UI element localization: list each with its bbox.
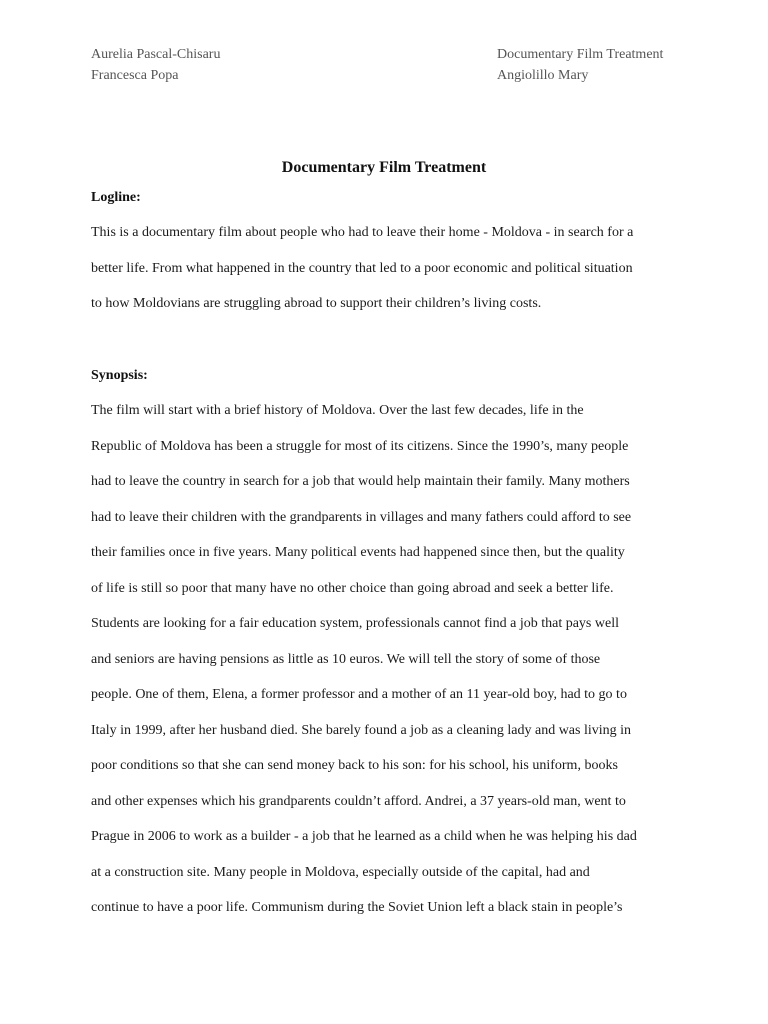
synopsis-line: poor conditions so that she can send money back to his son: for his school, his uniform, books (91, 758, 618, 773)
logline-paragraph (91, 223, 633, 330)
header-author-2: Francesca Popa (91, 68, 179, 83)
synopsis-line: had to leave the country in search for a job that would help maintain their family. Many mothers (91, 474, 630, 489)
synopsis-line: at a construction site. Many people in Moldova, especially outside of the capital, had and (91, 864, 590, 880)
synopsis-line: The film will start with a brief history of Moldova. Over the last few decades, life in the (91, 403, 584, 418)
synopsis-line: of life is still so poor that many have no other choice than going abroad and seek a better life. (91, 580, 614, 596)
logline-line: to how Moldovians are struggling abroad to support their children’s living costs. (91, 296, 542, 311)
header-author-1: Aurelia Pascal-Chisaru (91, 47, 221, 62)
logline-line: This is a documentary film about people who had to leave their home - Moldova - in search for a (91, 225, 634, 240)
synopsis-line: Republic of Moldova has been a struggle for most of its citizens. Since the 1990’s, many people (91, 438, 629, 454)
document-title: Documentary Film Treatment (281, 158, 487, 176)
header-doc-type: Documentary Film Treatment (497, 47, 664, 62)
synopsis-line: Students are looking for a fair education system, professionals cannot find a job that pays well (91, 616, 619, 631)
synopsis-heading: Synopsis: (91, 368, 148, 383)
synopsis-line: continue to have a poor life. Communism during the Soviet Union left a black stain in people’s (91, 900, 623, 915)
header-authors (91, 44, 220, 86)
synopsis-paragraph (91, 401, 637, 934)
logline-heading: Logline: (91, 190, 141, 205)
synopsis-line: had to leave their children with the grandparents in villages and many fathers could afford to see (91, 509, 632, 525)
header-instructor: Angiolillo Mary (497, 68, 589, 83)
synopsis-line: and other expenses which his grandparents couldn’t afford. Andrei, a 37 years-old man, went to (91, 793, 626, 809)
synopsis-line: their families once in five years. Many political events had happened since then, but the quality (91, 545, 625, 560)
synopsis-line: Italy in 1999, after her husband died. She barely found a job as a cleaning lady and was living in (91, 722, 632, 738)
header-info (497, 44, 663, 86)
synopsis-line: people. One of them, Elena, a former professor and a mother of an 11 year-old boy, had to go to (91, 687, 627, 702)
logline-line: better life. From what happened in the country that led to a poor economic and political situation (91, 260, 633, 276)
synopsis-line: and seniors are having pensions as little as 10 euros. We will tell the story of some of those (91, 651, 601, 667)
synopsis-line: Prague in 2006 to work as a builder - a job that he learned as a child when he was helping his dad (91, 829, 637, 844)
